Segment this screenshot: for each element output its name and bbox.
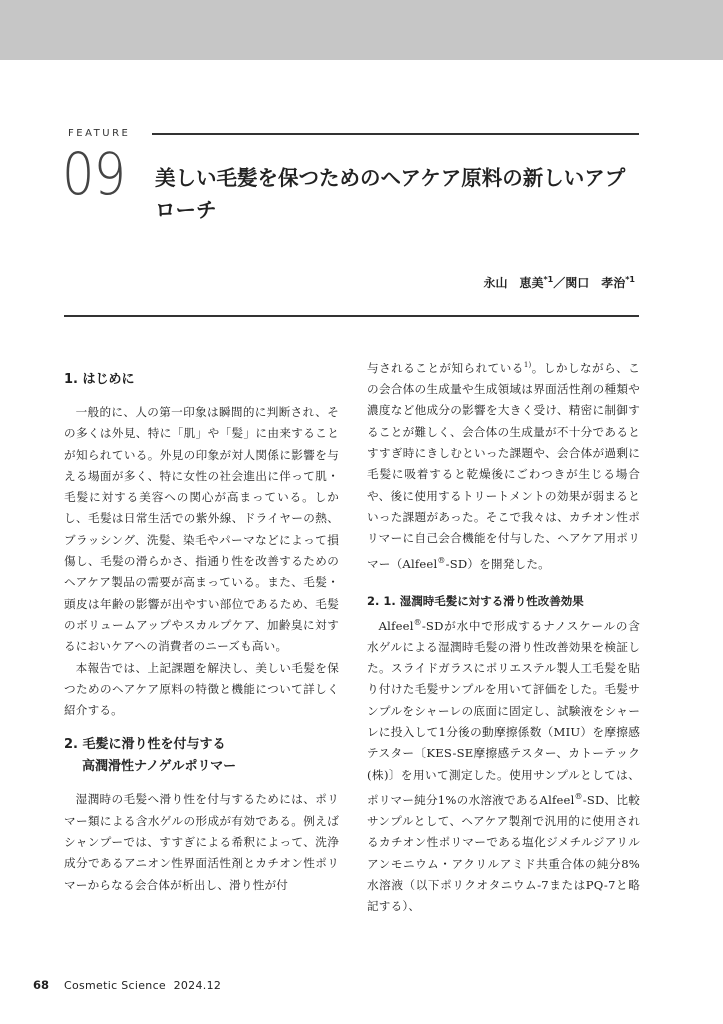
section-2-1-text-a: Alfeel [378, 618, 414, 633]
feature-label: FEATURE [68, 128, 131, 139]
author-1-mark: *1 [543, 275, 554, 284]
continued-text-c: -SD）を開発した。 [445, 556, 550, 571]
author-1: 永山 恵美 [483, 276, 544, 290]
registered-mark: ® [413, 617, 422, 627]
feature-number: 09 [62, 140, 126, 208]
section-1-paragraph-1: 一般的に、人の第一印象は瞬間的に判断され、その多くは外見、特に「肌」や「髪」に由来することが知られている。外見の印象が対人関係に影響を与える場面が多く、特に女性の社会進出に伴って肌・毛髪に対する美容への関心が高まっている。しかし、毛髪は日常生活での紫外線、ドライヤーの熱、ブラッシング、洗髪、染毛やパーマなどによって損傷し、毛髪の滑らかさ、指通り性を改善するためのヘアケア製品の需要が高まっている。また、毛髪・頭皮は年齢の影響が出やすい部位であるため、毛髪のボリュームアップやスカルプケア、加齢臭に対するにおいケアへの消費者のニーズも高い。 [64, 405, 339, 654]
section-2-1-heading: 2. 1. 湿潤時毛髪に対する滑り性改善効果 [367, 593, 584, 608]
section-2-heading-line-1: 2. 毛髪に滑り性を付与する [64, 737, 226, 753]
registered-mark: ® [574, 791, 583, 801]
author-separator: ／ [553, 276, 566, 290]
continued-paragraph [367, 355, 640, 575]
registered-mark: ® [437, 555, 446, 565]
author-2: 関口 孝治 [565, 276, 626, 290]
journal-issue: 2024.12 [173, 979, 222, 992]
right-column [367, 355, 640, 918]
section-1-paragraph-2: 本報告では、上記課題を解決し、美しい毛髪を保つためのヘアケア原料の特徴と機能について詳しく紹介する。 [64, 660, 339, 718]
journal-name: Cosmetic Science [64, 979, 166, 992]
author-2-mark: *1 [625, 275, 635, 284]
continued-text-a: 与されることが知られている [367, 360, 524, 375]
left-column [64, 355, 339, 896]
continued-text-b: 。しかしながら、この会合体の生成量や生成領域は界面活性剤の種類や濃度など他成分の影響を大きく受け、精密に制御することが難しく、会合体の生成量が不十分であるとすすぎ時にきしむといった課題や、会合体が過剰に毛髪に吸着すると乾燥後にごわつきが生じる場合や、後に使用するトリートメントの効果が弱まるといった課題があった。そこで我々は、カチオン性ポリマーに自己会合機能を付与した、ヘアケア用ポリマー（Alfeel [367, 360, 640, 571]
reference-mark: 1) [523, 361, 532, 369]
section-2-heading [64, 734, 339, 778]
top-gray-band [0, 0, 723, 60]
article-title: 美しい毛髪を保つためのヘアケア原料の新しいアプローチ [155, 166, 626, 222]
section-2-1-text-b: -SDが水中で形成するナノスケールの含水ゲルによる湿潤時毛髪の滑り性改善効果を検証した。スライドガラスにポリエステル製人工毛髪を貼り付けた毛髪サンプルを用いて評価をした。毛髪サンプルをシャーレの底面に固定し、試験液をシャーレに投入して1分後の動摩擦係数（MIU）を摩擦感テスター〔KES-SE摩擦感テスター、カトーテック(株)〕を用いて測定した。使用サンプルとしては、ポリマー純分1%の水溶液であるAlfeel [367, 618, 640, 807]
journal-footer [64, 979, 221, 992]
section-2-paragraph-1: 湿潤時の毛髪へ滑り性を付与するためには、ポリマー類による含水ゲルの形成が有効である。例えばシャンプーでは、すすぎによる希釈によって、洗浄成分であるアニオン性界面活性剤とカチオン性ポリマーからなる会合体が析出し、滑り性が付 [64, 792, 339, 892]
section-1-heading: 1. はじめに [64, 372, 135, 387]
section-2-heading-line-2: 高潤滑性ナノゲルポリマー [82, 759, 237, 775]
authors [483, 274, 635, 291]
section-2-1-text-c: -SD、比較サンプルとして、ヘアケア製剤で汎用的に使用されるカチオン性ポリマーである塩化ジメチルジアリルアンモニウム・アクリルアミド共重合体の純分8%水溶液（以下ポリクオタニウム-7またはPQ-7と略記する）、 [367, 792, 640, 914]
page-number: 68 [33, 978, 50, 992]
feature-rule [152, 133, 639, 135]
section-2-1-paragraph [367, 612, 640, 918]
header-rule [64, 315, 639, 317]
